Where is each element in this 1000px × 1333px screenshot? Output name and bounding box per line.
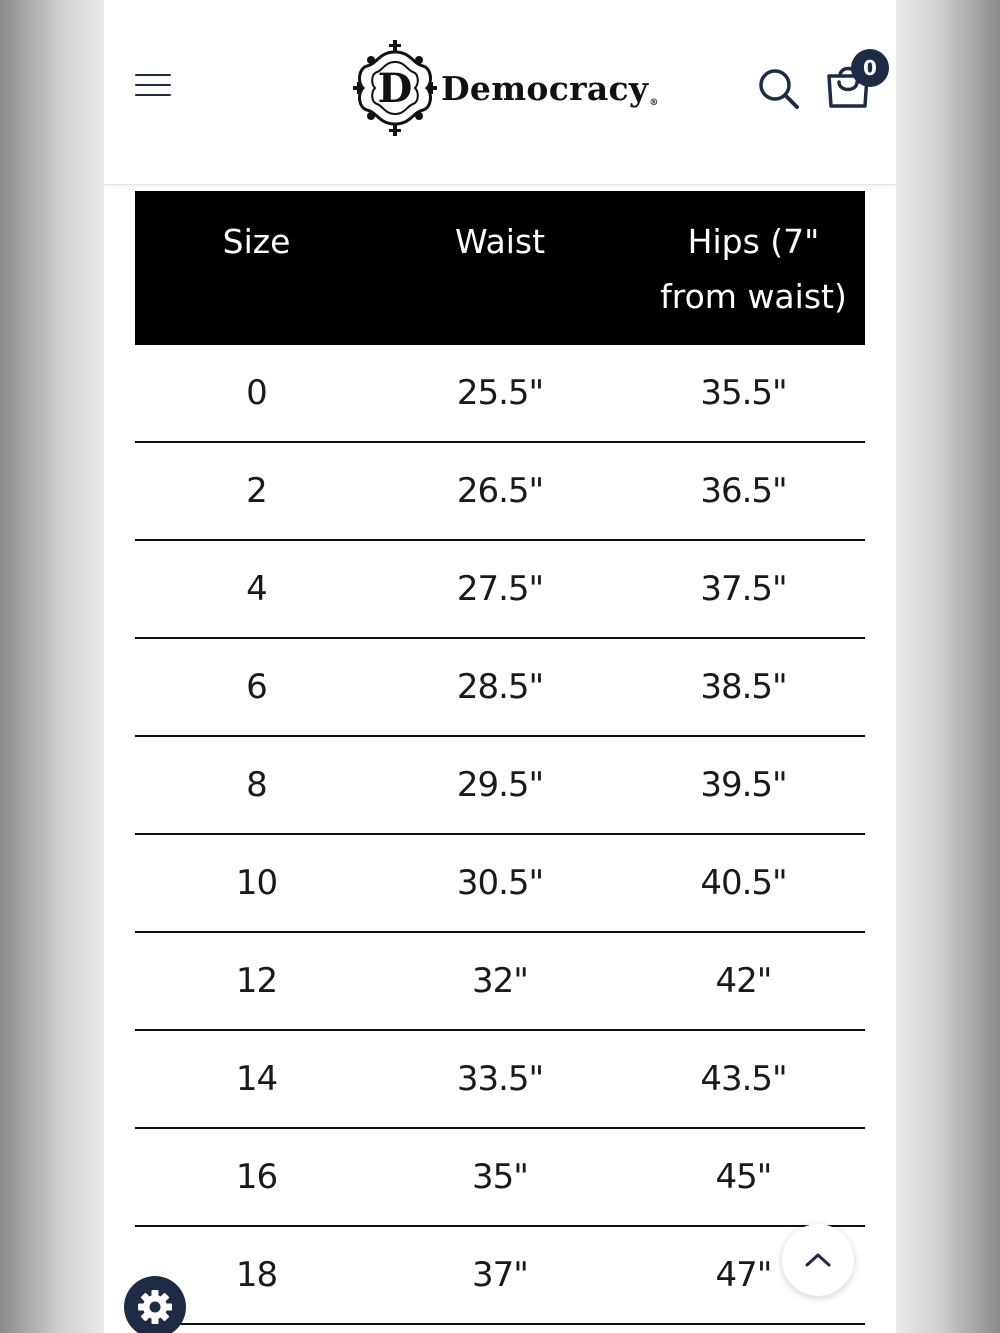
waist-cell: 27.5" (456, 569, 544, 609)
size-cell: 14 (235, 1059, 278, 1099)
waist-cell: 29.5" (456, 765, 544, 805)
table-row (135, 541, 865, 639)
table-row (135, 1227, 865, 1325)
waist-cell: 28.5" (456, 667, 544, 707)
hips-cell: 47" (715, 1255, 772, 1295)
table-row (135, 639, 865, 737)
chevron-up-icon (804, 1251, 832, 1269)
hips-cell: 38.5" (700, 667, 787, 707)
waist-cell: 25.5" (456, 373, 544, 413)
hips-cell: 42" (715, 961, 772, 1001)
gear-icon (136, 1288, 174, 1326)
size-cell: 18 (235, 1255, 278, 1295)
waist-cell: 37" (472, 1255, 528, 1295)
hips-cell: 43.5" (700, 1059, 787, 1099)
hips-cell: 35.5" (700, 373, 787, 413)
waist-cell: 30.5" (456, 863, 544, 903)
table-row (135, 835, 865, 933)
brand-logo[interactable] (353, 38, 659, 138)
hips-cell: 40.5" (700, 863, 787, 903)
cart-count-badge[interactable]: 0 (851, 49, 889, 87)
hips-cell: 37.5" (700, 569, 787, 609)
hips-cell: 45" (715, 1157, 772, 1197)
table-row (135, 443, 865, 541)
svg-text:D: D (377, 65, 413, 112)
hamburger-menu-icon[interactable] (135, 74, 171, 102)
size-chart-table (135, 191, 865, 1325)
mobile-page (104, 0, 896, 1333)
column-header-waist: Waist (454, 222, 546, 261)
scroll-to-top-button[interactable] (782, 1224, 854, 1296)
size-cell: 16 (235, 1157, 278, 1197)
table-row (135, 345, 865, 443)
table-row (135, 737, 865, 835)
table-header-row (135, 191, 865, 345)
waist-cell: 32" (472, 961, 528, 1001)
size-cell: 6 (246, 667, 267, 707)
size-cell: 4 (246, 569, 267, 609)
brand-name: Democracy® (441, 68, 659, 108)
hips-cell: 39.5" (700, 765, 787, 805)
search-icon[interactable] (758, 68, 800, 110)
column-header-hips: Hips (7" from waist) (660, 222, 847, 316)
size-cell: 8 (246, 765, 267, 805)
column-header-size: Size (222, 222, 291, 261)
table-row (135, 1031, 865, 1129)
logo-emblem-icon (353, 38, 437, 138)
site-header (104, 0, 896, 185)
size-cell: 0 (246, 373, 267, 413)
waist-cell: 33.5" (456, 1059, 544, 1099)
size-cell: 12 (235, 961, 278, 1001)
size-cell: 10 (235, 863, 278, 903)
waist-cell: 26.5" (456, 471, 544, 511)
table-row (135, 933, 865, 1031)
table-row (135, 1129, 865, 1227)
size-cell: 2 (246, 471, 267, 511)
settings-button[interactable] (124, 1276, 186, 1333)
hips-cell: 36.5" (700, 471, 787, 511)
waist-cell: 35" (472, 1157, 528, 1197)
